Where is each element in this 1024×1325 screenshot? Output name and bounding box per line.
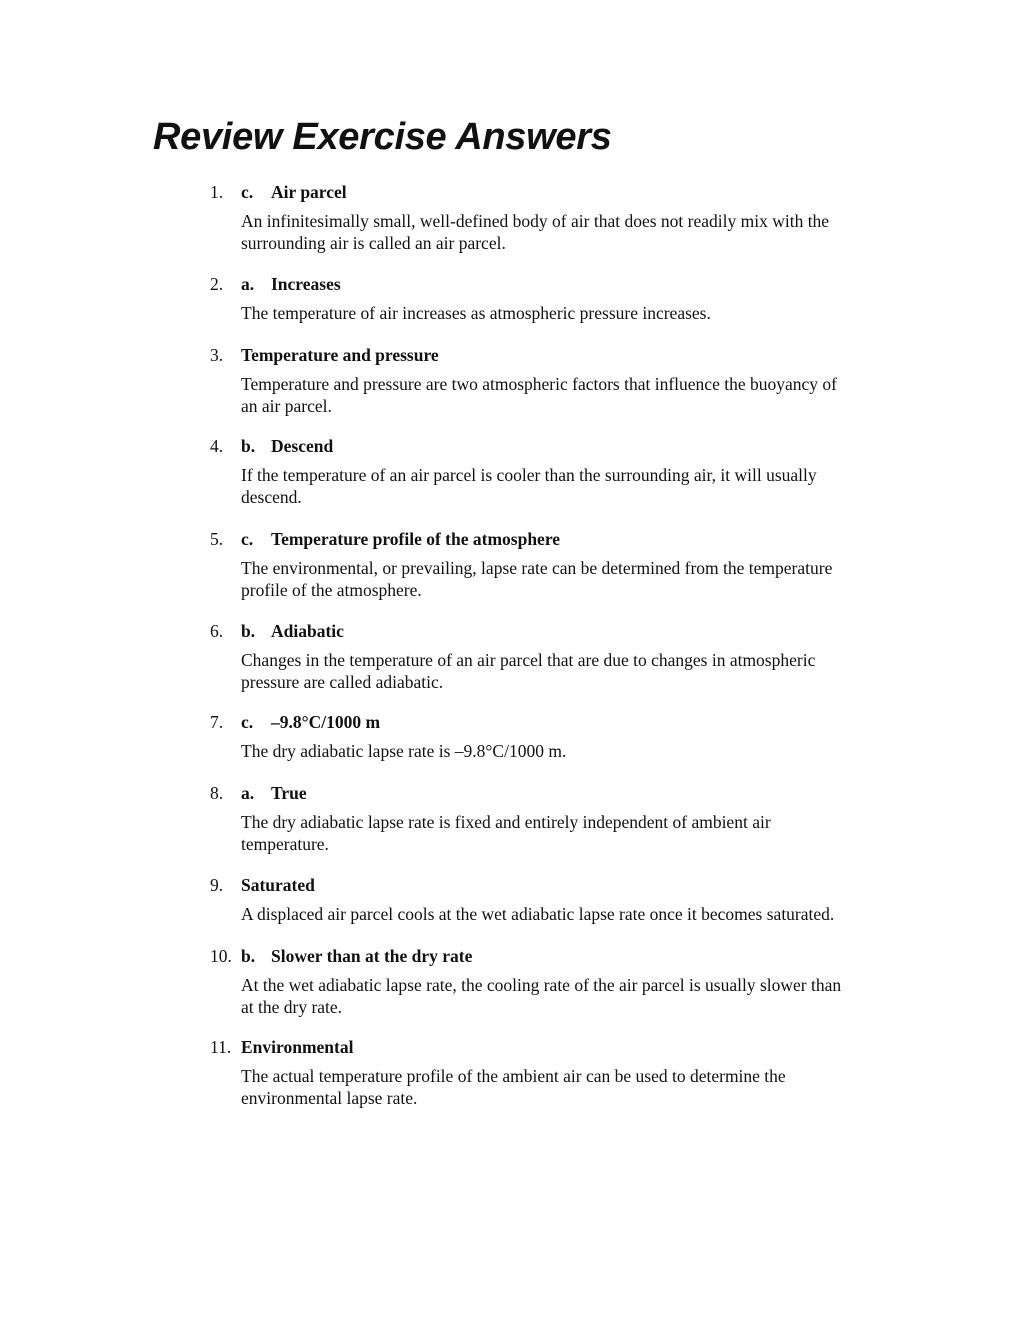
explanation-line: surrounding air is called an air parcel. <box>241 233 506 253</box>
item-number: 7. <box>210 712 224 732</box>
item-number: 3. <box>210 345 224 365</box>
explanation-line: environmental lapse rate. <box>241 1088 418 1108</box>
explanation <box>241 1065 786 1109</box>
explanation-line: The environmental, or prevailing, lapse rate can be determined from the temperature <box>241 558 833 578</box>
explanation-line: The dry adiabatic lapse rate is fixed and entirely independent of ambient air <box>241 812 771 832</box>
explanation-line: temperature. <box>241 834 329 854</box>
explanation <box>241 974 841 1018</box>
explanation-line: Changes in the temperature of an air parcel that are due to changes in atmospheric <box>241 650 816 670</box>
answer-text: Environmental <box>241 1037 354 1057</box>
item-number: 8. <box>210 783 224 803</box>
explanation-line: An infinitesimally small, well-defined body of air that does not readily mix with the <box>241 211 830 231</box>
explanation-line: Temperature and pressure are two atmospheric factors that influence the buoyancy of <box>241 374 837 394</box>
answer-heading <box>241 273 341 295</box>
answer-text: Air parcel <box>271 182 347 202</box>
answer-text: True <box>271 783 307 803</box>
item-number: 5. <box>210 529 224 549</box>
explanation <box>241 811 771 855</box>
answer-heading <box>241 181 347 203</box>
item-number: 1. <box>210 182 224 202</box>
page-title: Review Exercise Answers <box>153 116 612 158</box>
item-number: 2. <box>210 274 224 294</box>
explanation-line: If the temperature of an air parcel is cooler than the surrounding air, it will usually <box>241 465 817 485</box>
answer-text: Temperature and pressure <box>241 345 439 365</box>
answer-text: Increases <box>271 274 341 294</box>
explanation <box>241 903 834 925</box>
explanation-line: A displaced air parcel cools at the wet adiabatic lapse rate once it becomes saturated. <box>241 904 835 924</box>
explanation <box>241 464 817 508</box>
answer-heading <box>241 344 439 366</box>
answer-heading <box>241 945 472 967</box>
answer-letter: c. <box>241 712 254 732</box>
answer-letter: c. <box>241 182 254 202</box>
explanation-line: at the dry rate. <box>241 997 343 1017</box>
item-number: 6. <box>210 621 224 641</box>
answer-heading <box>241 528 560 550</box>
answer-letter: a. <box>241 783 255 803</box>
explanation-line: The actual temperature profile of the ambient air can be used to determine the <box>241 1066 786 1086</box>
answer-text: –9.8°C/1000 m <box>271 712 381 732</box>
answer-heading <box>241 1036 353 1058</box>
explanation-line: pressure are called adiabatic. <box>241 672 444 692</box>
answer-heading <box>241 711 380 733</box>
explanation-line: descend. <box>241 487 302 507</box>
explanation <box>241 649 815 693</box>
answer-text: Saturated <box>241 875 315 895</box>
item-number: 10. <box>210 946 232 966</box>
answer-heading <box>241 620 344 642</box>
answer-heading <box>241 874 315 896</box>
item-number: 11. <box>210 1037 232 1057</box>
explanation-line: The temperature of air increases as atmospheric pressure increases. <box>241 303 711 323</box>
answer-letter: b. <box>241 436 256 456</box>
answer-text: Slower than at the dry rate <box>271 946 473 966</box>
explanation <box>241 740 566 762</box>
explanation <box>241 210 829 254</box>
explanation <box>241 557 832 601</box>
item-number: 9. <box>210 875 224 895</box>
explanation-line: an air parcel. <box>241 396 332 416</box>
answer-text: Adiabatic <box>271 621 344 641</box>
answer-heading <box>241 435 333 457</box>
answer-letter: a. <box>241 274 255 294</box>
explanation-line: At the wet adiabatic lapse rate, the cooling rate of the air parcel is usually slower than <box>241 975 842 995</box>
answer-text: Descend <box>271 436 334 456</box>
answer-letter: c. <box>241 529 254 549</box>
answer-letter: b. <box>241 946 256 966</box>
answer-letter: b. <box>241 621 256 641</box>
explanation-line: The dry adiabatic lapse rate is –9.8°C/1000 m. <box>241 741 567 761</box>
explanation <box>241 302 711 324</box>
answer-heading <box>241 782 307 804</box>
explanation-line: profile of the atmosphere. <box>241 580 422 600</box>
answer-text: Temperature profile of the atmosphere <box>271 529 561 549</box>
item-number: 4. <box>210 436 224 456</box>
explanation <box>241 373 837 417</box>
